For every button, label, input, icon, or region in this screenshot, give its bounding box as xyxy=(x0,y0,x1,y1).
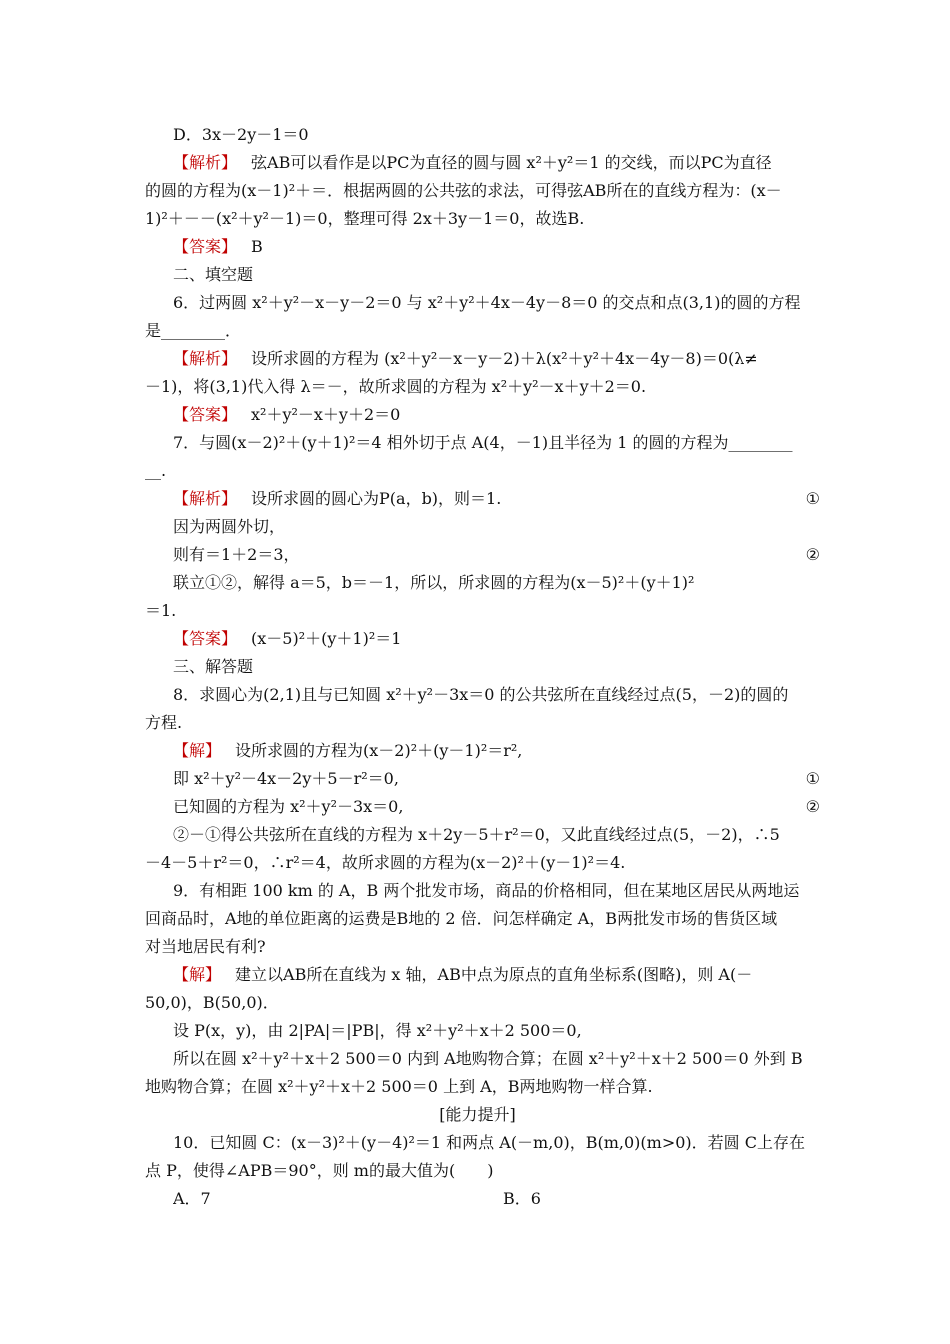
option-a: A．7 xyxy=(173,1189,211,1208)
text-line: 是________． xyxy=(145,321,242,340)
text: 已知圆的方程为 x²＋y²－3x＝0, xyxy=(173,797,404,816)
text: 弦AB可以看作是以PC为直径的圆与圆 x²＋y²＝1 的交线，而以PC为直径 xyxy=(251,153,772,172)
question-10: 10．已知圆 C：(x－3)²＋(y－4)²＝1 和两点 A(－m,0)，B(m,0)(m>0)．若圆 C上存在 xyxy=(173,1133,805,1152)
solution-tag: 【解】 xyxy=(173,741,222,760)
text-line: 回商品时，A地的单位距离的运费是B地的 2 倍．问怎样确定 A，B两批发市场的售货区域 xyxy=(145,909,778,928)
text: (x－5)²＋(y＋1)²＝1 xyxy=(251,629,402,648)
answer-tag: 【答案】 xyxy=(173,237,238,256)
text-line: 地购物合算；在圆 x²＋y²＋x＋2 500＝0 上到 A，B两地购物一样合算. xyxy=(145,1077,653,1096)
text-line: －1)，将(3,1)代入得 λ＝－，故所求圆的方程为 x²＋y²－x＋y＋2＝0. xyxy=(145,377,647,396)
text-line xyxy=(173,793,838,821)
text: 设所求圆的方程为 (x²＋y²－x－y－2)＋λ(x²＋y²＋4x－4y－8)＝0(λ≠ xyxy=(251,349,758,368)
text: B xyxy=(251,237,263,256)
text-line: 50,0)，B(50,0)． xyxy=(145,993,279,1012)
analysis-tag: 【解析】 xyxy=(173,489,238,508)
equation-number: ① xyxy=(805,769,820,788)
section-heading: [能力提升] xyxy=(439,1105,516,1124)
text-line: 的圆的方程为(x－1)²＋＝．根据两圆的公共弦的求法，可得弦AB所在的直线方程为：(x－ xyxy=(145,181,782,200)
section-heading: 三、解答题 xyxy=(173,657,254,676)
equation-number: ① xyxy=(805,489,820,508)
text-line xyxy=(173,541,838,569)
solution-line xyxy=(173,737,838,765)
option-b: B．6 xyxy=(503,1189,541,1208)
options-line xyxy=(173,1185,838,1213)
text-line: 设 P(x，y)，由 2|PA|＝|PB|，得 x²＋y²＋x＋2 500＝0, xyxy=(173,1021,582,1040)
question-9: 9．有相距 100 km 的 A，B 两个批发市场，商品的价格相同，但在某地区居民从两地运 xyxy=(173,881,800,900)
text-line: 联立①②，解得 a＝5，b＝－1，所以，所求圆的方程为(x－5)²＋(y＋1)² xyxy=(173,573,695,592)
text: 建立以AB所在直线为 x 轴，AB中点为原点的直角坐标系(图略)，则 A(－ xyxy=(235,965,753,984)
solution-line xyxy=(173,961,838,989)
option-d: D．3x－2y－1＝0 xyxy=(173,125,309,144)
text-line: ②－①得公共弦所在直线的方程为 x＋2y－5＋r²＝0，又此直线经过点(5，－2)，∴5 xyxy=(173,825,780,844)
analysis-line xyxy=(173,345,838,373)
text-line: －4－5＋r²＝0，∴r²＝4，故所求圆的方程为(x－2)²＋(y－1)²＝4. xyxy=(145,853,626,872)
text: x²＋y²－x＋y＋2＝0 xyxy=(251,405,401,424)
text-line: 对当地居民有利? xyxy=(145,937,266,956)
answer-tag: 【答案】 xyxy=(173,629,238,648)
section-heading: 二、填空题 xyxy=(173,265,254,284)
text-line: 所以在圆 x²＋y²＋x＋2 500＝0 内到 A地购物合算；在圆 x²＋y²＋x＋2 500＝0 外到 B xyxy=(173,1049,803,1068)
text-line: 因为两圆外切， xyxy=(173,517,286,536)
analysis-line xyxy=(173,485,838,513)
text-line: 1)²＋－－(x²＋y²－1)＝0，整理可得 2x＋3y－1＝0，故选B. xyxy=(145,209,585,228)
equation-number: ② xyxy=(805,545,820,564)
answer-line xyxy=(173,625,838,653)
analysis-line xyxy=(173,149,838,177)
equation-number: ② xyxy=(805,797,820,816)
solution-tag: 【解】 xyxy=(173,965,222,984)
text: 设所求圆的方程为(x－2)²＋(y－1)²＝r², xyxy=(235,741,523,760)
text-line xyxy=(173,765,838,793)
text: 设所求圆的圆心为P(a，b)，则＝1. xyxy=(251,489,502,508)
question-7: 7．与圆(x－2)²＋(y＋1)²＝4 相外切于点 A(4，－1)且半径为 1 的圆的方程为________ xyxy=(173,433,793,452)
analysis-tag: 【解析】 xyxy=(173,153,238,172)
text-line: __. xyxy=(145,461,167,480)
question-8: 8．求圆心为(2,1)且与已知圆 x²＋y²－3x＝0 的公共弦所在直线经过点(5，－2)的圆的 xyxy=(173,685,789,704)
answer-tag: 【答案】 xyxy=(173,405,238,424)
answer-line xyxy=(173,233,838,261)
analysis-tag: 【解析】 xyxy=(173,349,238,368)
answer-line xyxy=(173,401,838,429)
text-line: 点 P，使得∠APB＝90°，则 m的最大值为( ) xyxy=(145,1161,494,1180)
text: 则有＝1＋2＝3， xyxy=(173,545,300,564)
text-line: 方程. xyxy=(145,713,183,732)
question-6: 6．过两圆 x²＋y²－x－y－2＝0 与 x²＋y²＋4x－4y－8＝0 的交点和点(3,1)的圆的方程 xyxy=(173,293,801,312)
text: 即 x²＋y²－4x－2y＋5－r²＝0, xyxy=(173,769,399,788)
text-line: ＝1. xyxy=(145,601,177,620)
